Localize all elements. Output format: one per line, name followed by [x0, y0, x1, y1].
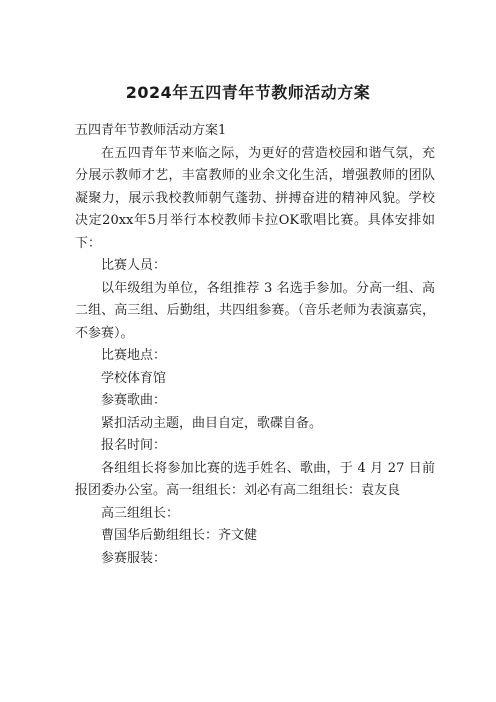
heading-venue: 比赛地点：	[101, 348, 167, 363]
paragraph-grade3-leader: 高三组组长：	[101, 505, 180, 521]
paragraph-participants: 以年级组为单位，各组推荐 3 名选手参加。分高一组、高二组、高三组、后勤组，共四组参赛。（音乐老师为表演嘉宾，不参赛）。	[75, 280, 435, 341]
heading-songs: 参赛歌曲：	[101, 393, 167, 408]
heading-registration: 报名时间：	[101, 438, 167, 453]
document-title: 2024年五四青年节教师活动方案	[125, 83, 371, 102]
paragraph-logistics-leader: 曹国华后勤组组长：齐文健	[101, 528, 258, 543]
paragraph-registration: 各组组长将参加比赛的选手姓名、歌曲，于 4 月 27 日前报团委办公室。高一组组长：刘必有高二组组长：袁友良	[75, 460, 435, 498]
document-body	[75, 120, 435, 570]
section-subtitle: 五四青年节教师活动方案1	[75, 123, 227, 138]
heading-attire: 参赛服装：	[101, 550, 167, 566]
heading-participants: 比赛人员：	[101, 258, 167, 273]
paragraph-venue: 学校体育馆	[101, 370, 167, 386]
paragraph-songs: 紧扣活动主题，曲目自定，歌碟自备。	[101, 415, 323, 431]
paragraph-intro: 在五四青年节来临之际，为更好的营造校园和谐气氛，充分展示教师才艺，丰富教师的业余文化生活，增强教师的团队凝聚力，展示我校教师朝气蓬勃、拼搏奋进的精神风貌。学校决定20xx年5月举行本校教师卡拉OK歌唱比赛。具体安排如下：	[75, 145, 435, 251]
